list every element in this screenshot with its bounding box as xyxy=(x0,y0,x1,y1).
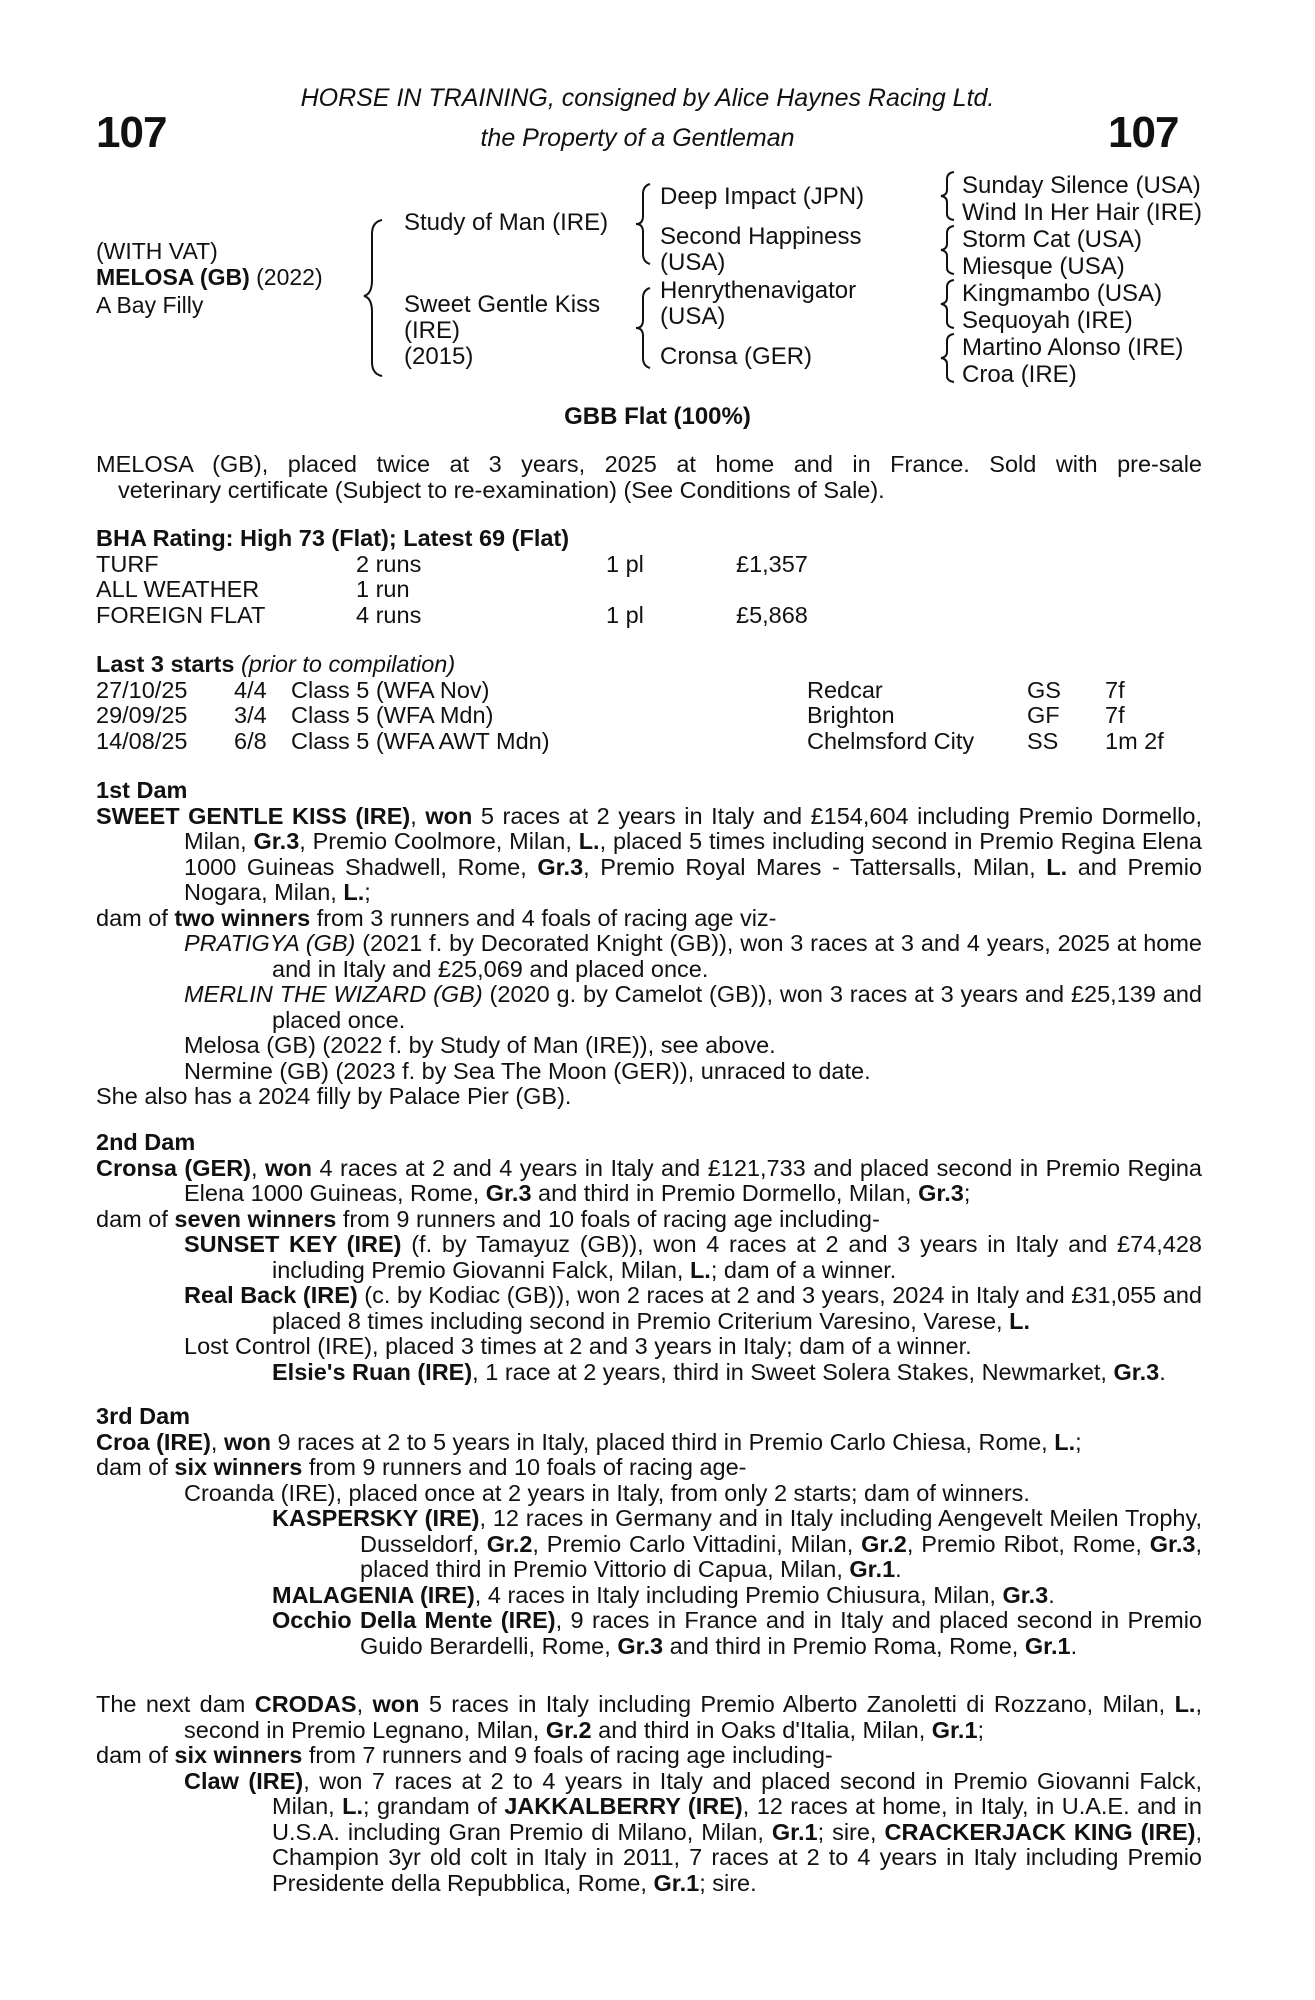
progeny-elsies-ruan xyxy=(96,1360,1202,1386)
progeny-lost-control: Lost Control (IRE), placed 3 times at 2 and 3 years in Italy; dam of a winner. xyxy=(184,1333,972,1359)
progeny-kaspersky xyxy=(272,1506,1202,1583)
progeny-merlin xyxy=(184,982,1202,1033)
text: , placed 5 times including second in Premio Regina Elena 1000 Guineas Shadwell, Rome, xyxy=(184,828,1202,880)
winners-count: six winners xyxy=(174,1454,303,1480)
rating-placed xyxy=(606,577,736,603)
grade: Gr.3 xyxy=(1149,1530,1196,1557)
text: from 7 runners and 9 foals of racing age including- xyxy=(302,1742,833,1768)
summary xyxy=(96,452,1202,503)
grade: Gr.2 xyxy=(861,1530,907,1557)
granddam-sire-line: Second Happiness xyxy=(660,223,862,250)
winners-count: six winners xyxy=(174,1742,303,1768)
text: 5 races in Italy including Premio Alberto Zanoletti di Rozzano, Milan, xyxy=(419,1691,1175,1717)
text: , placed third in Premio Vittorio di Capua, Milan, xyxy=(360,1530,1202,1582)
start-course: Redcar xyxy=(807,676,883,703)
progeny-name: MERLIN THE WIZARD (GB) xyxy=(184,981,483,1007)
horse-description: A Bay Filly xyxy=(96,292,204,318)
next-dam-record xyxy=(96,1692,1202,1743)
rating-surface: TURF xyxy=(96,550,159,577)
rating-surface: ALL WEATHER xyxy=(96,576,260,602)
winners-count: two winners xyxy=(174,904,311,931)
dam-of-line xyxy=(96,1455,1202,1481)
consignor-line: HORSE IN TRAINING, consigned by Alice Haynes Racing Ltd. xyxy=(300,84,995,112)
text: , 12 races at home, in Italy, in U.A.E. and in U.S.A. including Gran Premio di Milano, Milan, xyxy=(272,1793,1202,1845)
text: , Champion 3yr old colt in Italy in 2011, 7 races at 2 to 4 years in Italy including Premio Presidente della Repubblica, Rome, xyxy=(272,1818,1202,1896)
second-dam-heading: 2nd Dam xyxy=(96,1129,196,1155)
third-dam-section xyxy=(96,1404,1202,1659)
text: . xyxy=(895,1556,902,1582)
grade: Gr.3 xyxy=(918,1180,964,1206)
start-course: Chelmsford City xyxy=(807,727,975,754)
grade: Gr.3 xyxy=(253,828,300,854)
ancestor: Storm Cat (USA) xyxy=(962,226,1143,253)
text: , 1 race at 2 years, third in Sweet Solera Stakes, Newmarket, xyxy=(472,1358,1114,1385)
text: , xyxy=(356,1691,373,1717)
ancestor: Martino Alonso (IRE) xyxy=(962,334,1184,361)
grade: L. xyxy=(343,879,365,905)
text: ; sire. xyxy=(699,1869,757,1896)
dam-name: Cronsa (GER) xyxy=(96,1154,252,1181)
first-dam-section xyxy=(96,778,1202,1110)
granddam-sire-line: (USA) xyxy=(660,249,726,276)
property-line: the Property of a Gentleman xyxy=(480,124,795,152)
lot-number-right: 107 xyxy=(1108,108,1179,157)
vat-label: (WITH VAT) xyxy=(96,238,218,264)
progeny-sunset-key xyxy=(184,1232,1202,1283)
text: (2021 f. by Decorated Knight (GB)), won 3 races at 3 and 4 years, 2025 at home and in Italy and £25,069 and placed once. xyxy=(272,930,1202,982)
text: , 4 races in Italy including Premio Chiusura, Milan, xyxy=(474,1581,1003,1608)
dam-name: Croa (IRE) xyxy=(96,1428,211,1455)
last-starts-section xyxy=(96,652,1202,754)
dam-of-line xyxy=(96,906,1202,932)
text: ; sire, xyxy=(817,1818,885,1845)
grade: L. xyxy=(1054,1428,1076,1455)
grandsire-dam xyxy=(660,278,856,330)
rating-placed: 1 pl xyxy=(606,601,644,628)
horse-name: MELOSA (GB) xyxy=(96,264,250,290)
start-pos: 4/4 xyxy=(234,676,267,703)
won-label: won xyxy=(372,1691,420,1717)
text: and Premio Nogara, Milan, xyxy=(184,853,1202,905)
start-date: 29/09/25 xyxy=(96,702,188,728)
progeny-pratigya xyxy=(184,931,1202,982)
next-dam-section xyxy=(96,1692,1202,1896)
progeny-nermine: Nermine (GB) (2023 f. by Sea The Moon (GER)), unraced to date. xyxy=(184,1057,871,1084)
grade: Gr.3 xyxy=(617,1632,664,1659)
pedigree-brace-dam xyxy=(630,286,656,370)
first-dam-heading: 1st Dam xyxy=(96,777,188,803)
won-label: won xyxy=(265,1154,313,1181)
text: dam of xyxy=(96,1454,175,1480)
progeny-claw xyxy=(184,1769,1202,1897)
rating-earnings xyxy=(736,577,856,603)
dam-year-line: (2015) xyxy=(404,343,474,370)
grade: Gr.1 xyxy=(653,1869,700,1896)
text: (c. by Kodiac (GB)), won 2 races at 2 and 3 years, 2024 in Italy and £31,055 and placed 8 times including second in Premio Criterium Varesino, Varese, xyxy=(272,1282,1202,1334)
ancestor: Wind In Her Hair (IRE) xyxy=(962,199,1203,226)
text: ; xyxy=(977,1716,985,1743)
dam-of-line xyxy=(96,1743,1202,1769)
text: , Premio Coolmore, Milan, xyxy=(299,828,579,854)
grade: L. xyxy=(1009,1307,1030,1334)
progeny-name: Elsie's Ruan (IRE) xyxy=(272,1358,473,1385)
progeny-name: Real Back (IRE) xyxy=(184,1282,358,1308)
grade: L. xyxy=(1174,1691,1196,1717)
progeny-name: Claw (IRE) xyxy=(184,1767,304,1794)
text: . xyxy=(1070,1632,1078,1659)
progeny-name: JAKKALBERRY (IRE) xyxy=(504,1793,743,1819)
last-starts-subtitle: (prior to compilation) xyxy=(240,651,456,677)
text: The next dam xyxy=(96,1691,255,1717)
text: dam of xyxy=(96,904,175,931)
grade: L. xyxy=(342,1793,364,1819)
text: ; grandam of xyxy=(363,1793,505,1819)
dam-name: SWEET GENTLE KISS (IRE) xyxy=(96,802,411,829)
grade: Gr.1 xyxy=(1024,1632,1071,1659)
start-date: 14/08/25 xyxy=(96,727,188,754)
text: , Premio Carlo Vittadini, Milan, xyxy=(532,1530,862,1557)
grade: L. xyxy=(578,828,600,854)
text: and third in Premio Dormello, Milan, xyxy=(531,1180,919,1206)
progeny-name: PRATIGYA (GB) xyxy=(184,930,356,956)
text: , Premio Ribot, Rome, xyxy=(906,1530,1150,1557)
summary-line: MELOSA (GB), placed twice at 3 years, 2025 at home and in France. Sold with pre-sale xyxy=(96,451,1202,477)
ancestor: Sunday Silence (USA) xyxy=(962,172,1201,199)
ancestor: Sequoyah (IRE) xyxy=(962,307,1133,334)
third-dam-record: Croa (IRE), won 9 races at 2 to 5 years in Italy, placed third in Premio Carlo Chiesa, Rome, L.; xyxy=(96,1428,1082,1455)
ancestor: Kingmambo (USA) xyxy=(962,280,1163,307)
rating-placed: 1 pl xyxy=(606,550,644,577)
rating-title: BHA Rating: High 73 (Flat); Latest 69 (Flat) xyxy=(96,525,570,551)
text: ; xyxy=(364,879,371,905)
ancestor: Croa (IRE) xyxy=(962,361,1077,388)
progeny-melosa: Melosa (GB) (2022 f. by Study of Man (IRE)), see above. xyxy=(184,1032,776,1058)
ancestor: Miesque (USA) xyxy=(962,253,1125,280)
start-dist: 7f xyxy=(1105,702,1125,728)
text: , second in Premio Legnano, Milan, xyxy=(184,1691,1202,1743)
grade: Gr.2 xyxy=(545,1716,592,1743)
progeny-name: KASPERSKY (IRE) xyxy=(272,1505,480,1531)
grade: Gr.2 xyxy=(486,1530,533,1557)
last-starts-title: Last 3 starts xyxy=(96,651,235,677)
start-race: Class 5 (WFA AWT Mdn) xyxy=(291,727,550,754)
dam-country-line: (IRE) xyxy=(404,317,460,344)
rating-row xyxy=(96,552,1202,578)
text: , 12 races in Germany and in Italy including Aengevelt Meilen Trophy, Dusseldorf, xyxy=(360,1505,1202,1557)
progeny-name: SUNSET KEY (IRE) xyxy=(184,1231,402,1257)
start-dist: 1m 2f xyxy=(1105,727,1164,754)
rating-runs: 4 runs xyxy=(356,601,422,628)
start-pos: 6/8 xyxy=(234,727,267,754)
category-label: GBB Flat (100%) xyxy=(564,403,751,430)
grade: L. xyxy=(689,1256,711,1283)
text: and third in Oaks d'Italia, Milan, xyxy=(591,1716,932,1743)
grade: Gr.3 xyxy=(1002,1581,1049,1608)
rating-runs: 2 runs xyxy=(356,550,422,577)
summary-line: veterinary certificate (Subject to re-examination) (See Conditions of Sale). xyxy=(118,476,885,503)
text: 4 races at 2 and 4 years in Italy and £121,733 and placed second in Premio Regina Elena 1000 Guineas, Rome, xyxy=(184,1154,1202,1206)
rating-earnings: £5,868 xyxy=(736,601,808,628)
text: from 9 runners and 10 foals of racing age including- xyxy=(336,1205,880,1232)
horse-year: (2022) xyxy=(256,264,323,290)
start-date: 27/10/25 xyxy=(96,676,188,703)
start-going: GS xyxy=(1027,676,1061,703)
rating-runs: 1 run xyxy=(356,576,410,602)
start-going: SS xyxy=(1027,727,1059,754)
progeny-name: CRACKERJACK KING (IRE) xyxy=(884,1818,1196,1845)
text: . xyxy=(1159,1358,1166,1385)
dam-name-line: Sweet Gentle Kiss xyxy=(404,291,601,318)
text: 9 races at 2 to 5 years in Italy, placed third in Premio Carlo Chiesa, Rome, xyxy=(270,1428,1055,1455)
second-dam-record: Cronsa (GER), won 4 races at 2 and 4 years in Italy and £121,733 and placed second in Premio Regina Elena 1000 Guineas, Rome, Gr.3 and third in Premio Dormello, Milan, Gr.3; xyxy=(96,1154,1202,1206)
grade: Gr.3 xyxy=(537,853,584,880)
start-race: Class 5 (WFA Mdn) xyxy=(291,702,494,728)
rating-surface: FOREIGN FLAT xyxy=(96,601,266,628)
text: , 9 races in France and in Italy and placed second in Premio Guido Berardelli, Rome, xyxy=(360,1607,1202,1659)
text: ; xyxy=(1075,1428,1082,1455)
text: (2020 g. by Camelot (GB)), won 3 races at 3 years and £25,139 and placed once. xyxy=(272,981,1202,1033)
start-race: Class 5 (WFA Nov) xyxy=(291,676,490,703)
sire-name: Study of Man (IRE) xyxy=(404,209,609,236)
granddam-dam: Cronsa (GER) xyxy=(660,343,813,370)
dam-name: CRODAS xyxy=(254,1691,357,1717)
text: 5 races at 2 years in Italy and £154,604 including Premio Dormello, Milan, xyxy=(184,802,1202,854)
won-label: won xyxy=(223,1428,271,1455)
pedigree-braces-third-gen xyxy=(936,170,960,386)
text: , Premio Royal Mares - Tattersalls, Milan, xyxy=(583,853,1047,880)
lot-number-left: 107 xyxy=(96,108,167,157)
grade: Gr.1 xyxy=(931,1716,978,1743)
start-dist: 7f xyxy=(1105,676,1125,703)
grade: L. xyxy=(1046,853,1068,880)
progeny-malagenia xyxy=(96,1583,1202,1609)
third-generation xyxy=(962,172,1202,388)
third-dam-heading: 3rd Dam xyxy=(96,1403,191,1429)
grandsire-sire: Deep Impact (JPN) xyxy=(660,183,865,210)
text: from 3 runners and 4 foals of racing age viz- xyxy=(310,904,777,931)
pedigree-brace-sire xyxy=(630,182,656,266)
start-row xyxy=(96,703,1202,729)
pedigree-brace-main xyxy=(360,218,390,378)
text: dam of xyxy=(96,1205,175,1232)
grade: Gr.1 xyxy=(849,1556,896,1582)
first-dam-record: SWEET GENTLE KISS (IRE), won 5 races at 2 years in Italy and £154,604 including Premio Dormello, Milan, Gr.3, Premio Coolmore, Milan, L., placed 5 times including second in Premio Regina Elena 1000 Guineas Shadwell, Rome, Gr.3, Premio Royal Mares - Tattersalls, Milan, L. and Premio Nogara, Milan, L.; xyxy=(96,802,1202,905)
rating-row xyxy=(96,603,1202,629)
granddam-sire xyxy=(660,224,861,276)
text: ; dam of a winner. xyxy=(710,1256,897,1283)
horse-title xyxy=(96,264,323,290)
start-row xyxy=(96,678,1202,704)
rating-section xyxy=(96,526,1202,628)
text: (f. by Tamayuz (GB)), won 4 races at 2 and 3 years in Italy and £74,428 including Premio Giovanni Falck, Milan, xyxy=(272,1231,1202,1283)
progeny-real-back xyxy=(184,1283,1202,1334)
text: ; xyxy=(963,1180,971,1206)
rating-earnings: £1,357 xyxy=(736,550,808,577)
dam-name xyxy=(404,292,600,370)
start-course: Brighton xyxy=(807,702,895,728)
text: , won 7 races at 2 to 4 years in Italy and placed second in Premio Giovanni Falck, Milan, xyxy=(272,1767,1202,1819)
winners-count: seven winners xyxy=(174,1205,337,1232)
start-going: GF xyxy=(1027,702,1060,728)
text: dam of xyxy=(96,1742,175,1768)
grandsire-dam-line: (USA) xyxy=(660,303,726,330)
won-label: won xyxy=(425,802,473,829)
progeny-name: MALAGENIA (IRE) xyxy=(272,1581,475,1608)
dam-of-line xyxy=(96,1207,1202,1233)
grandsire-dam-line: Henrythenavigator xyxy=(660,277,857,304)
progeny-occhio xyxy=(272,1608,1202,1659)
start-row xyxy=(96,729,1202,755)
rating-row xyxy=(96,577,1202,603)
text: and third in Premio Roma, Rome, xyxy=(663,1632,1025,1659)
start-pos: 3/4 xyxy=(234,702,267,728)
grade: Gr.1 xyxy=(771,1818,818,1845)
text: . xyxy=(1048,1581,1055,1608)
last-starts-heading xyxy=(96,652,1202,678)
text: from 9 runners and 10 foals of racing age- xyxy=(302,1454,747,1480)
second-dam-section xyxy=(96,1130,1202,1385)
progeny-name: Occhio Della Mente (IRE) xyxy=(272,1607,556,1633)
grade: Gr.3 xyxy=(1113,1358,1160,1385)
progeny-croanda: Croanda (IRE), placed once at 2 years in Italy, from only 2 starts; dam of winners. xyxy=(184,1479,1030,1506)
progeny-note: She also has a 2024 filly by Palace Pier (GB). xyxy=(96,1083,572,1109)
grade: Gr.3 xyxy=(485,1180,532,1206)
